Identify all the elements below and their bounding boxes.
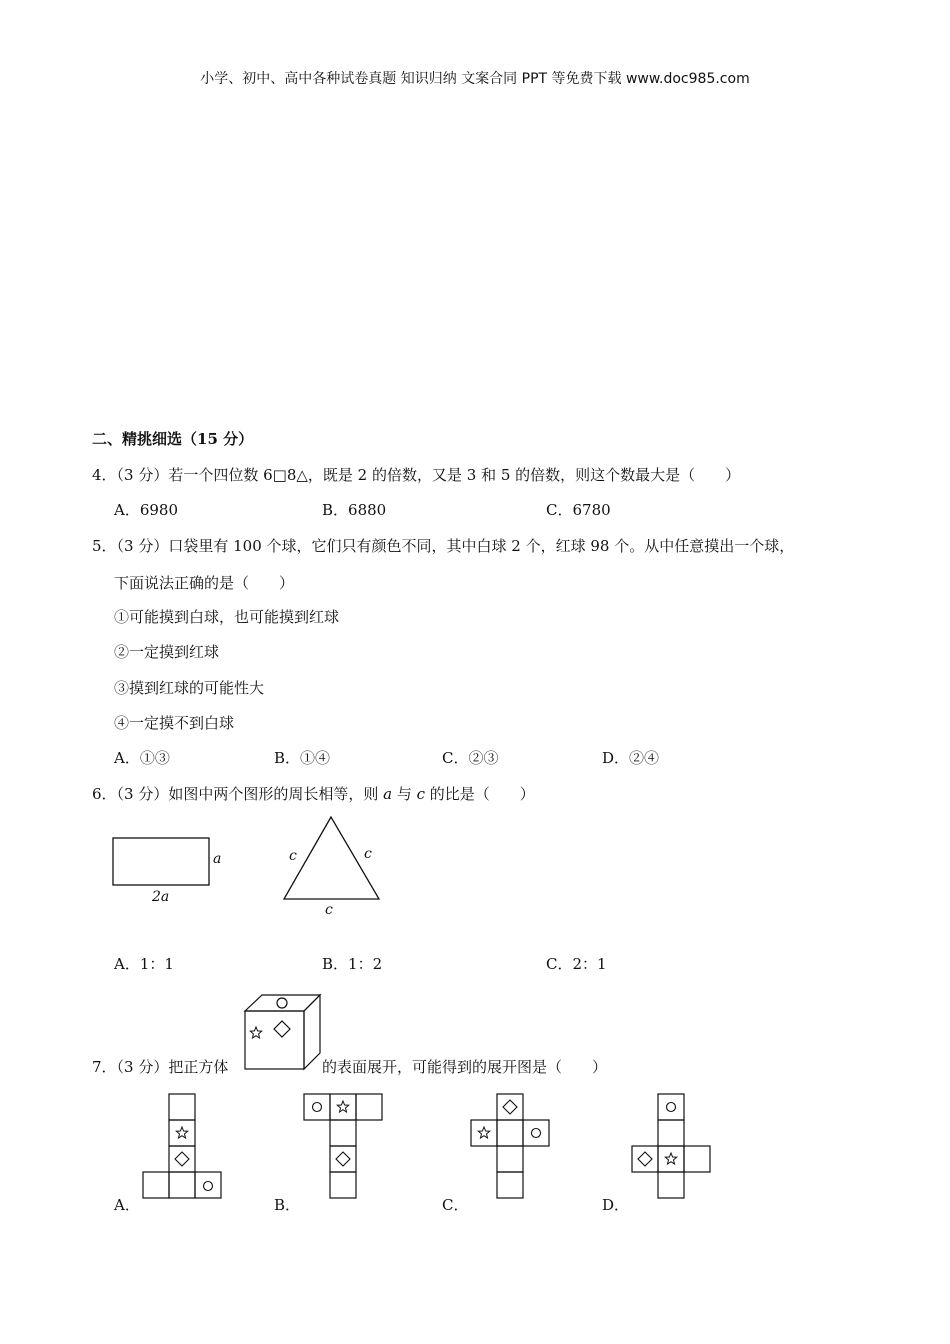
q7-option-b[interactable]: B． — [274, 1196, 301, 1214]
circle-icon — [204, 1182, 213, 1191]
q4-stem: 4．（3 分）若一个四位数 6□8△，既是 2 的倍数，又是 3 和 5 的倍数，则这个数最大是（ ） — [92, 466, 741, 484]
diamond-icon — [274, 1021, 290, 1037]
diamond-icon — [503, 1100, 517, 1114]
q6-option-c[interactable]: C．2：1 — [546, 955, 607, 973]
q5-stem-line1: 5．（3 分）口袋里有 100 个球，它们只有颜色不同，其中白球 2 个，红球 98 个。从中任意摸出一个球， — [92, 537, 795, 555]
net-c[interactable] — [471, 1094, 551, 1200]
q6-stem: 6．（3 分）如图中两个图形的周长相等，则 a 与 c 的比是（ ） — [92, 785, 535, 803]
q4-option-c[interactable]: C．6780 — [546, 501, 611, 519]
circle-icon — [313, 1103, 322, 1112]
page-header: 小学、初中、高中各种试卷真题 知识归纳 文案合同 PPT 等免费下载 www.doc985.com — [200, 71, 750, 87]
net-d[interactable] — [632, 1094, 712, 1200]
q5-statement-1: ①可能摸到白球，也可能摸到红球 — [114, 608, 340, 626]
q5-statement-4: ④一定摸不到白球 — [114, 714, 235, 732]
triangle-bottom-label: c — [325, 902, 333, 918]
star-icon — [176, 1127, 187, 1138]
triangle-left-label: c — [289, 848, 297, 864]
rect-bottom-label: 2a — [152, 889, 170, 905]
triangle-right-label: c — [364, 846, 372, 862]
q5-option-a[interactable]: A．①③ — [114, 749, 170, 767]
q6-var-c: c — [416, 785, 426, 803]
q5-statement-3: ③摸到红球的可能性大 — [114, 679, 265, 697]
q7-stem-pre: 7．（3 分）把正方体 — [92, 1058, 229, 1076]
star-icon — [250, 1027, 261, 1038]
diamond-icon — [175, 1152, 189, 1166]
q4-option-a[interactable]: A．6980 — [114, 501, 179, 519]
star-icon — [478, 1127, 489, 1138]
net-a[interactable] — [143, 1094, 223, 1200]
circle-icon — [667, 1103, 676, 1112]
q5-option-b[interactable]: B．①④ — [274, 749, 331, 767]
diamond-icon — [336, 1152, 350, 1166]
q5-option-c[interactable]: C．②③ — [442, 749, 499, 767]
diamond-icon — [638, 1152, 652, 1166]
q5-statement-2: ②一定摸到红球 — [114, 643, 220, 661]
star-icon — [665, 1153, 676, 1164]
q5-option-d[interactable]: D．②④ — [602, 749, 660, 767]
q7-option-a[interactable]: A． — [114, 1196, 140, 1214]
circle-icon — [277, 998, 287, 1008]
q7-stem-post: 的表面展开，可能得到的展开图是（ ） — [322, 1058, 608, 1076]
rectangle-figure — [112, 837, 212, 891]
cube-figure — [244, 993, 324, 1075]
circle-icon — [532, 1129, 541, 1138]
section-title: 二、精挑细选（15 分） — [92, 430, 254, 448]
q7-option-c[interactable]: C． — [442, 1196, 469, 1214]
q5-stem-line2: 下面说法正确的是（ ） — [114, 574, 295, 592]
q6-option-b[interactable]: B．1：2 — [322, 955, 383, 973]
net-b[interactable] — [304, 1094, 384, 1200]
q4-option-b[interactable]: B．6880 — [322, 501, 387, 519]
q7-option-d[interactable]: D． — [602, 1196, 630, 1214]
q6-option-a[interactable]: A．1：1 — [114, 955, 174, 973]
q6-var-a: a — [383, 785, 393, 803]
star-icon — [337, 1101, 348, 1112]
rect-side-label: a — [213, 851, 222, 867]
